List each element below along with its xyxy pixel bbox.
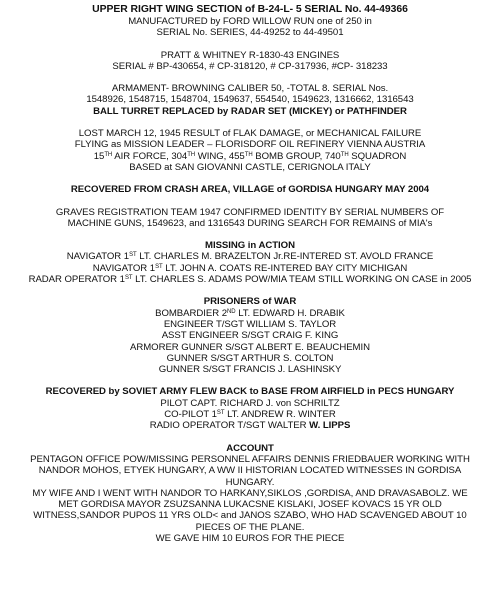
account-p2-line-1: MY WIFE AND I WENT WITH NANDOR TO HARKANY,SIKLOS ,GORDISA, AND DRAVASABOLZ. WE	[32, 487, 468, 499]
loss-date-line: LOST MARCH 12, 1945 RESULT of FLAK DAMAGE, or MECHANICAL FAILURE	[78, 128, 422, 140]
account-p2-line-5: WE GAVE HIM 10 EUROS FOR THE PIECE	[155, 532, 345, 544]
account-p2-line-3: WITNESS,SANDOR PUPOS 11 YRS OLD< and JANOS SZABO, WHO HAD SCAVENGED ABOUT 10	[33, 510, 467, 522]
account-p1-line-1: PENTAGON OFFICE POW/MISSING PERSONNEL AFFAIRS DENNIS FRIEDBAUER WORKING WITH	[30, 453, 470, 465]
account-heading: ACCOUNT	[226, 442, 274, 454]
soviet-recovery-heading: RECOVERED by SOVIET ARMY FLEW BACK to BASE FROM AIRFIELD in PECS HUNGARY	[45, 386, 455, 398]
armament-serials-line: 1548926, 1548715, 1548704, 1549637, 554540, 1549623, 1316662, 1316543	[86, 94, 414, 106]
radar-operator-adams: RADAR OPERATOR 1ST LT. CHARLES S. ADAMS POW/MIA TEAM STILL WORKING ON CASE in 2005	[28, 274, 472, 286]
radio-operator-lipps: RADIO OPERATOR T/SGT WALTER W. LIPPS	[149, 420, 351, 432]
account-p2-line-4: PIECES OF THE PLANE.	[195, 521, 305, 533]
mission-line: FLYING as MISSION LEADER – FLORISDORF OIL REFINERY VIENNA AUSTRIA	[74, 139, 426, 151]
navigator-coats: NAVIGATOR 1ST LT. JOHN A. COATS RE-INTERED BAY CITY MICHIGAN	[92, 262, 408, 274]
account-p2-line-2: MET GORDISA MAYOR ZSUZSANNA LUKACSNE KISLAKI, JOSEF KOVACS 15 YR OLD	[58, 499, 442, 511]
armorer-beauchemin: ARMORER GUNNER S/SGT ALBERT E. BEAUCHEMIN	[130, 341, 370, 353]
missing-heading: MISSING in ACTION	[205, 240, 295, 252]
graves-line-2: MACHINE GUNS, 1549623, and 1316543 DURING SEARCH FOR REMAINS of MIA's	[67, 217, 433, 229]
document-title: UPPER RIGHT WING SECTION of B-24-L- 5 SERIAL No. 44-49366	[92, 4, 408, 15]
serial-range-line: SERIAL No. SERIES, 44-49252 to 44-49501	[156, 27, 344, 39]
account-p1-line-3: HUNGARY.	[225, 476, 275, 488]
copilot-winter: CO-PILOT 1ST LT. ANDREW R. WINTER	[164, 409, 336, 421]
gunner-lashinsky: GUNNER S/SGT FRANCIS J. LASHINSKY	[158, 364, 342, 376]
asst-engineer-king: ASST ENGINEER S/SGT CRAIG F. KING	[161, 330, 339, 342]
manufactured-line: MANUFACTURED by FORD WILLOW RUN one of 250 in	[128, 16, 372, 27]
recovered-crash-heading: RECOVERED FROM CRASH AREA, VILLAGE of GORDISA HUNGARY MAY 2004	[70, 184, 430, 196]
engines-line: PRATT & WHITNEY R-1830-43 ENGINES	[160, 49, 340, 61]
gunner-colton: GUNNER S/SGT ARTHUR S. COLTON	[166, 352, 334, 364]
prisoners-heading: PRISONERS of WAR	[203, 296, 297, 308]
graves-line-1: GRAVES REGISTRATION TEAM 1947 CONFIRMED IDENTITY BY SERIAL NUMBERS OF	[55, 206, 445, 218]
base-line: BASED at SAN GIOVANNI CASTLE, CERIGNOLA ITALY	[129, 161, 371, 173]
bombardier-drabik: BOMBARDIER 2ND LT. EDWARD H. DRABIK	[155, 307, 345, 319]
pilot-schriltz: PILOT CAPT. RICHARD J. von SCHRILTZ	[160, 397, 340, 409]
engineer-taylor: ENGINEER T/SGT WILLIAM S. TAYLOR	[163, 318, 337, 330]
account-p1-line-2: NANDOR MOHOS, ETYEK HUNGARY, A WW II HISTORIAN LOCATED WITNESSES IN GORDISA	[38, 465, 462, 477]
navigator-brazelton: NAVIGATOR 1ST LT. CHARLES M. BRAZELTON Jr.RE-INTERED ST. AVOLD FRANCE	[66, 251, 434, 263]
ball-turret-line: BALL TURRET REPLACED by RADAR SET (MICKEY) or PATHFINDER	[93, 105, 407, 117]
unit-line: 15TH AIR FORCE, 304TH WING, 455TH BOMB GROUP, 740TH SQUADRON	[93, 150, 407, 162]
engine-serials-line: SERIAL # BP-430654, # CP-318120, # CP-317936, #CP- 318233	[112, 60, 388, 72]
armament-line: ARMAMENT- BROWNING CALIBER 50, -TOTAL 8. SERIAL Nos.	[111, 83, 389, 95]
